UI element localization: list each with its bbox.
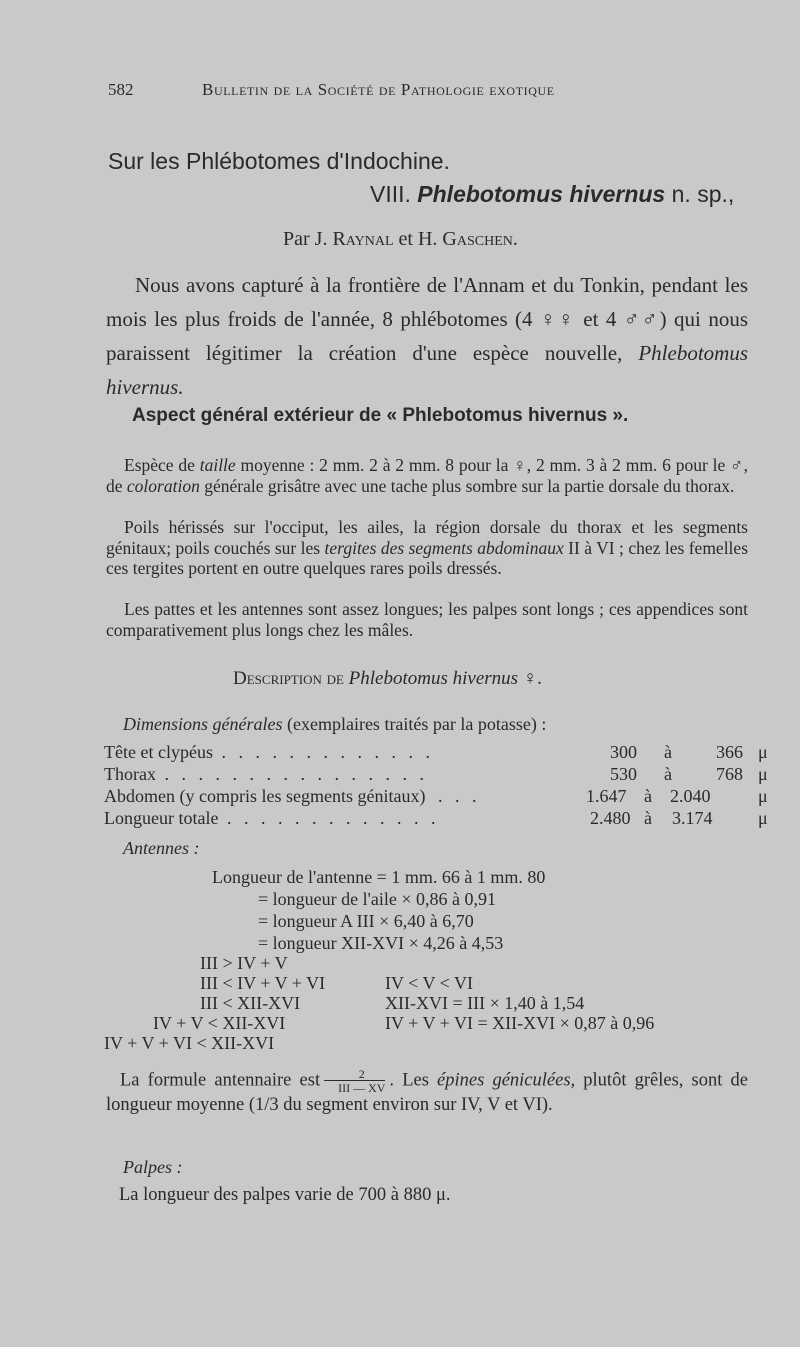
author-raynal: Raynal [332, 228, 394, 250]
measurement-row [104, 764, 768, 786]
measure-min: 530 [610, 764, 637, 784]
measure-label: Longueur totale [104, 808, 219, 828]
author-gaschen: Gaschen. [442, 228, 518, 250]
measure-min: 1.647 [586, 786, 627, 806]
antennes-label: Antennes : [123, 838, 200, 858]
antenna-line: = longueur XII-XVI × 4,26 à 4,53 [258, 933, 504, 953]
p1-coloration: coloration [126, 475, 200, 496]
formula-right: IV + V + VI = XII-XVI × 0,87 à 0,96 [385, 1013, 655, 1033]
measure-dots: . . . . . . . . . . . . . [226, 808, 440, 828]
paragraph-species [106, 455, 748, 496]
formula-text-a: La formule antennaire est [120, 1070, 321, 1091]
running-header: Bulletin de la Société de Pathologie exotique [202, 80, 555, 99]
dimensions-rest: (exemplaires traités par la potasse) : [282, 714, 547, 734]
formula-left: III > IV + V [200, 953, 288, 973]
measurement-row [104, 786, 768, 808]
authors-mid: et H. [393, 228, 443, 250]
formula-left: III < IV + V + VI [200, 973, 326, 993]
formula-italic: épines géniculées, [437, 1070, 576, 1091]
antenna-line: = longueur de l'aile × 0,86 à 0,91 [258, 889, 496, 909]
measure-label: Thorax [104, 764, 156, 784]
measure-a: à [644, 808, 652, 828]
paragraph-appendages: Les pattes et les antennes sont assez longues; les palpes sont longs ; ces appendices sont comparativement plus longs chez les mâles. [106, 599, 748, 640]
measure-min: 300 [610, 742, 637, 762]
measure-a: à [644, 786, 652, 806]
measure-unit: μ [758, 764, 768, 784]
measure-max: 366 [716, 742, 743, 762]
measure-unit: μ [758, 786, 768, 806]
formula-text-b: . Les [389, 1070, 438, 1091]
formula-right: XII-XVI = III × 1,40 à 1,54 [385, 993, 585, 1013]
formula-left: IV + V + VI < XII-XVI [104, 1033, 275, 1053]
paragraph-hair [106, 517, 748, 579]
measurement-row [104, 808, 768, 830]
p1-b: moyenne : 2 mm. 2 à 2 mm. 8 pour la ♀, 2 mm. 3 à 2 mm. 6 pour le ♂, de [106, 455, 748, 496]
measure-max: 768 [716, 764, 743, 784]
description-suffix: ♀. [518, 668, 542, 689]
measure-label: Tête et clypéus [104, 742, 213, 762]
formula-left: III < XII-XVI [200, 993, 301, 1013]
section-heading: Aspect général extérieur de « Phlebotomus hivernus ». [132, 405, 629, 426]
p1-taille: taille [199, 455, 236, 475]
measure-unit: μ [758, 742, 768, 762]
dimensions-heading [123, 714, 546, 735]
measure-max: 2.040 [670, 786, 711, 806]
page-number: 582 [108, 80, 134, 99]
fraction-denominator: III — XV [324, 1080, 385, 1094]
measure-max: 3.174 [672, 808, 713, 828]
measure-label: Abdomen (y compris les segments génitaux) [104, 786, 426, 806]
intro-paragraph [106, 268, 748, 404]
article-title: Sur les Phlébotomes d'Indochine. [108, 148, 450, 174]
subtitle-number: VIII. [370, 181, 418, 207]
measure-unit: μ [758, 808, 768, 828]
description-heading [233, 668, 542, 690]
p2-b: II à VI ; chez les femelles ces tergites portent en outre quelques rares poils dressés. [106, 537, 748, 578]
measure-a: à [664, 742, 672, 762]
dimensions-italic: Dimensions générales [123, 714, 283, 734]
description-species: Phlebotomus hivernus [348, 668, 519, 689]
subtitle-suffix: n. sp., [665, 181, 735, 207]
intro-species: Phlebotomus hivernus. [106, 341, 748, 399]
palpes-label: Palpes : [123, 1157, 183, 1177]
measure-dots: . . . . . . . . . . . . . [221, 742, 434, 762]
p1-a: Espèce de [124, 455, 200, 475]
palpes-text: La longueur des palpes varie de 700 à 880 μ. [119, 1185, 451, 1205]
description-prefix: Description de [233, 668, 349, 689]
p1-c: générale grisâtre avec une tache plus sombre sur la partie dorsale du thorax. [199, 475, 735, 496]
measure-dots: . . . . . . . . . . . . . . . . [164, 764, 428, 784]
p2-tergites: tergites des segments abdominaux [324, 537, 564, 558]
article-subtitle [370, 181, 734, 208]
formula-right: IV < V < VI [385, 973, 473, 993]
formula-left: IV + V < XII-XVI [153, 1013, 286, 1033]
measure-a: à [664, 764, 672, 784]
measure-dots: . . . [437, 786, 481, 806]
p2-a: Poils hérissés sur l'occiput, les ailes, la région dorsale du thorax et les segments génitaux; poils couchés sur les [106, 517, 748, 558]
measure-min: 2.480 [590, 808, 631, 828]
antenna-line: Longueur de l'antenne = 1 mm. 66 à 1 mm. 80 [212, 867, 546, 887]
authors-line [283, 228, 518, 251]
authors-prefix: Par J. [283, 228, 333, 250]
formula-text-c: plutôt grêles, sont de longueur moyenne (1/3 du segment environ sur IV, V et VI). [106, 1070, 748, 1115]
measurement-row [104, 742, 768, 764]
fraction-numerator: 2 [358, 1067, 365, 1081]
antenna-line: = longueur A III × 6,40 à 6,70 [258, 911, 474, 931]
intro-text: Nous avons capturé à la frontière de l'Annam et du Tonkin, pendant les mois les plus froids de l'année, 8 phlébotomes (4 ♀♀ et 4 ♂♂) qui nous paraissent légitimer la création d'une espèce nouvelle, [106, 273, 748, 365]
subtitle-species: Phlebotomus hivernus [417, 181, 666, 207]
antenna-fraction [324, 1068, 385, 1094]
antenna-formula-paragraph [106, 1068, 748, 1117]
